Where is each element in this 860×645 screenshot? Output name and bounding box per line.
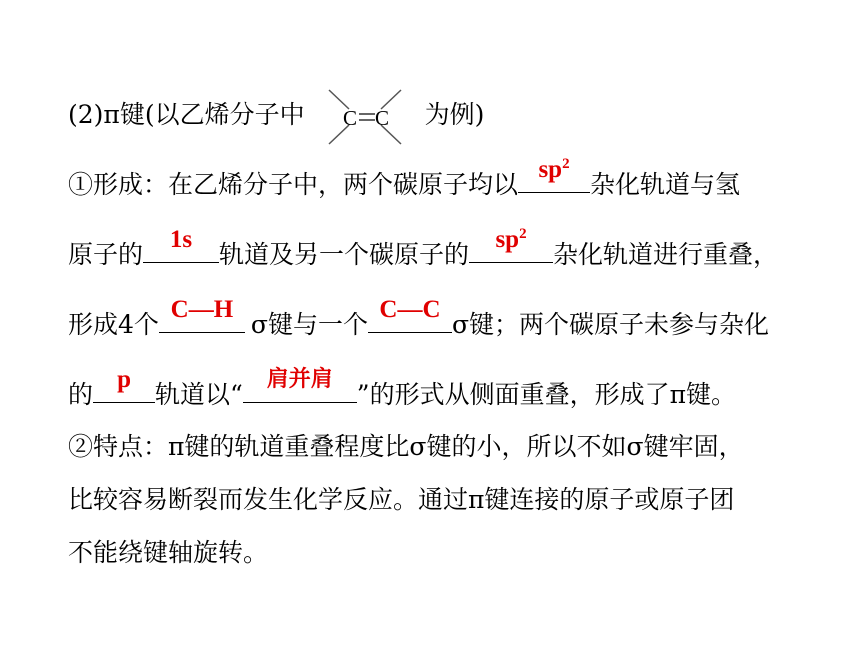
formation-text: ①形成：在乙烯分子中，两个碳原子均以 (68, 170, 519, 199)
line6-text: ②特点：π键的轨道重叠程度比σ键的小，所以不如σ键牢固， (68, 432, 744, 461)
line4-after: σ键；两个碳原子未参与杂化 (451, 310, 770, 339)
line3-text: 原子的 (68, 240, 144, 269)
feature-line-2 (68, 485, 734, 515)
blank-overlap-mode (243, 367, 357, 403)
ethylene-structure (319, 87, 411, 147)
line4-text: 形成4个 (68, 310, 159, 339)
answer-p: p (117, 366, 131, 393)
formation-line-1 (68, 156, 741, 200)
line3-middle: 轨道及另一个碳原子的 (219, 240, 470, 269)
feature-line-1 (68, 432, 744, 462)
heading-pi-bond (68, 100, 484, 132)
blank-orbital-h (143, 226, 219, 263)
heading-prefix: (2)π键(以乙烯分子中 (68, 100, 305, 129)
answer-c-c: C—C (379, 296, 441, 323)
answer-sp2-1: $sp^2$ (538, 156, 570, 183)
formation-line-3 (68, 296, 770, 340)
carbon-left-label: C (342, 105, 357, 130)
heading-suffix: 为例) (424, 100, 485, 129)
blank-cc-bond (368, 296, 452, 333)
formation-after: 杂化轨道与氢 (590, 170, 741, 199)
answer-c-h: C—H (170, 296, 234, 323)
blank-p-orbital (93, 366, 155, 403)
blank-ch-bond (159, 296, 245, 333)
carbon-right-label: C (374, 105, 389, 130)
answer-1s: 1s (169, 226, 193, 253)
feature-line-3 (68, 538, 268, 568)
line8-text: 不能绕键轴旋转。 (68, 538, 269, 567)
formation-line-2 (68, 226, 779, 270)
answer-sp2-2: $sp^2$ (495, 226, 527, 253)
blank-hybrid-2 (469, 226, 553, 263)
line5-middle: 轨道以“ (155, 380, 243, 409)
line5-text: 的 (68, 380, 94, 409)
blank-hybrid-1 (518, 156, 590, 193)
formation-line-4 (68, 366, 737, 410)
line4-middle: σ键与一个 (250, 310, 368, 339)
line3-after: 杂化轨道进行重叠， (553, 240, 779, 269)
line5-after: ”的形式从侧面重叠，形成了π键。 (356, 380, 737, 409)
line7-text: 比较容易断裂而发生化学反应。通过π键连接的原子或原子团 (68, 485, 735, 514)
answer-side-by-side: 肩并肩 (266, 367, 333, 392)
